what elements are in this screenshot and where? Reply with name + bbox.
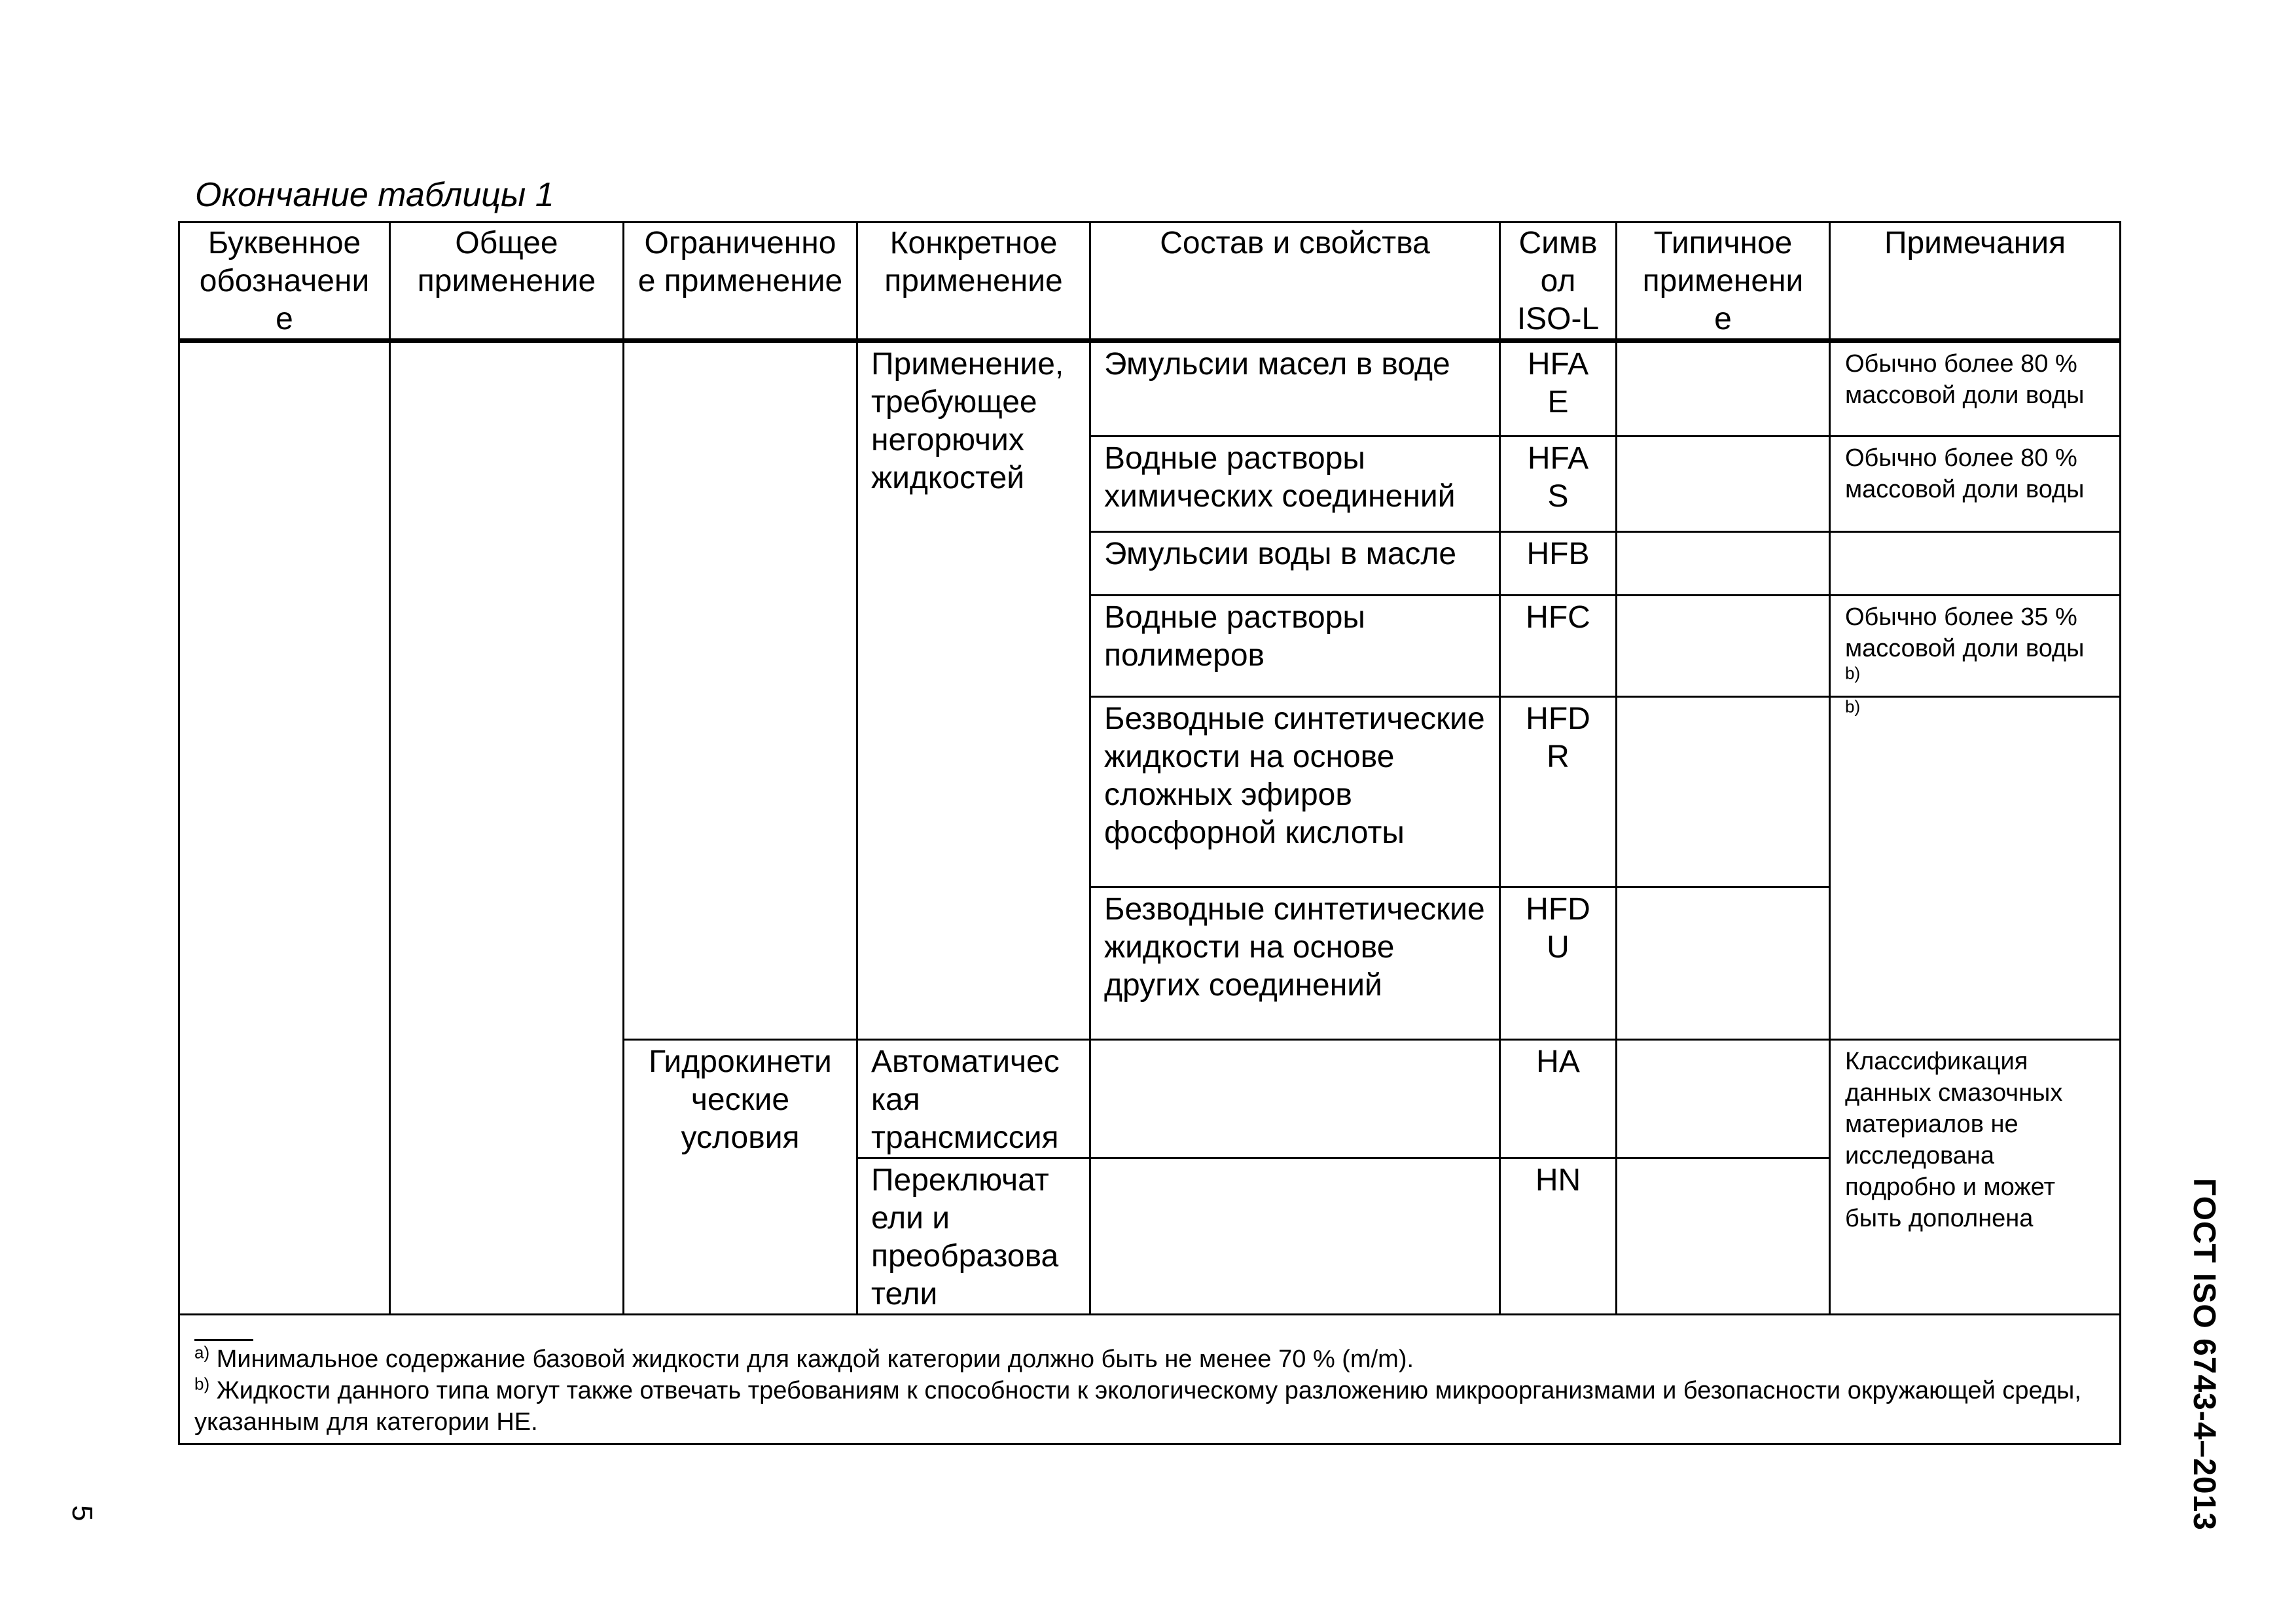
cell-symbol: HFC — [1500, 596, 1617, 697]
table-caption: Окончание таблицы 1 — [195, 176, 554, 214]
cell-composition: Эмульсии масел в воде — [1090, 341, 1500, 437]
cell-typical-application — [1617, 887, 1830, 1040]
footnote-ref-b: b) — [1845, 696, 1861, 717]
header-typical-application: Типичное применени е — [1617, 223, 1830, 341]
cell-typical-application — [1617, 1158, 1830, 1315]
cell-general-application — [390, 341, 624, 1315]
footnote-b-text: Жидкости данного типа могут также отвечать требованиям к способности к экологическому разложению микроорганизмами и безопасности окружающей среды, указанным для категории HE. — [194, 1377, 2081, 1436]
page-number: 5 — [66, 1505, 98, 1522]
cell-composition: Водные растворы химических соединений — [1090, 437, 1500, 532]
classification-table-wrapper — [178, 221, 2119, 1445]
cell-typical-application — [1617, 1040, 1830, 1158]
cell-letter-code — [179, 341, 390, 1315]
standard-designation: ГОСТ ISO 6743-4–2013 — [2187, 1178, 2221, 1531]
cell-composition: Безводные синтетические жидкости на основе сложных эфиров фосфорной кислоты — [1090, 697, 1500, 887]
cell-note — [1830, 532, 2121, 596]
cell-typical-application — [1617, 437, 1830, 532]
cell-symbol-hn: HN — [1500, 1158, 1617, 1315]
cell-note: Обычно более 80 % массовой доли воды — [1830, 437, 2121, 532]
cell-note — [1830, 596, 2121, 697]
footnote-b-mark: b) — [194, 1374, 210, 1394]
footnote-separator — [194, 1339, 253, 1341]
header-composition: Состав и свойства — [1090, 223, 1500, 341]
cell-symbol: HFD U — [1500, 887, 1617, 1040]
cell-typical-application — [1617, 341, 1830, 437]
note-text: Обычно более 35 % массовой доли воды — [1845, 603, 2085, 662]
cell-symbol: HFD R — [1500, 697, 1617, 887]
cell-switches-converters: Переключат ели и преобразова тели — [857, 1158, 1090, 1315]
footnotes-cell — [179, 1315, 2121, 1444]
header-specific-application: Конкретное применение — [857, 223, 1090, 341]
cell-note-ha: Классификация данных смазочных материалов не исследована подробно и может быть дополнена — [1830, 1040, 2121, 1315]
cell-symbol: HFA S — [1500, 437, 1617, 532]
cell-symbol-ha: HA — [1500, 1040, 1617, 1158]
cell-automatic-transmission: Автоматичес кая трансмиссия — [857, 1040, 1090, 1158]
cell-composition: Эмульсии воды в масле — [1090, 532, 1500, 596]
footnote-b — [194, 1375, 2106, 1438]
cell-limited-application-empty — [624, 341, 857, 1040]
table-row — [179, 341, 2121, 437]
cell-note — [1830, 697, 2121, 1040]
cell-nonflammable-application: Применение, требующее негорючих жидкостей — [857, 341, 1090, 1040]
cell-hydrokinetic-conditions: Гидрокинети ческие условия — [624, 1040, 857, 1315]
cell-note: Обычно более 80 % массовой доли воды — [1830, 341, 2121, 437]
footnote-row — [179, 1315, 2121, 1444]
header-iso-symbol: Симв ол ISO-L — [1500, 223, 1617, 341]
cell-symbol: HFB — [1500, 532, 1617, 596]
cell-composition: Безводные синтетические жидкости на основе других соединений — [1090, 887, 1500, 1040]
cell-typical-application — [1617, 697, 1830, 887]
header-notes: Примечания — [1830, 223, 2121, 341]
cell-composition — [1090, 1158, 1500, 1315]
cell-composition — [1090, 1040, 1500, 1158]
footnote-ref-b: b) — [1845, 663, 1861, 683]
footnote-a-mark: a) — [194, 1342, 210, 1363]
header-general-application: Общее применение — [390, 223, 624, 341]
footnote-a-text: Минимальное содержание базовой жидкости для каждой категории должно быть не менее 70 % (m/m). — [216, 1346, 1414, 1373]
header-row — [179, 223, 2121, 341]
classification-table — [178, 221, 2121, 1445]
footnote-a — [194, 1344, 2106, 1375]
cell-symbol: HFA E — [1500, 341, 1617, 437]
cell-typical-application — [1617, 596, 1830, 697]
header-letter-code: Буквенное обозначени е — [179, 223, 390, 341]
cell-composition: Водные растворы полимеров — [1090, 596, 1500, 697]
cell-typical-application — [1617, 532, 1830, 596]
header-limited-application: Ограниченно е применение — [624, 223, 857, 341]
